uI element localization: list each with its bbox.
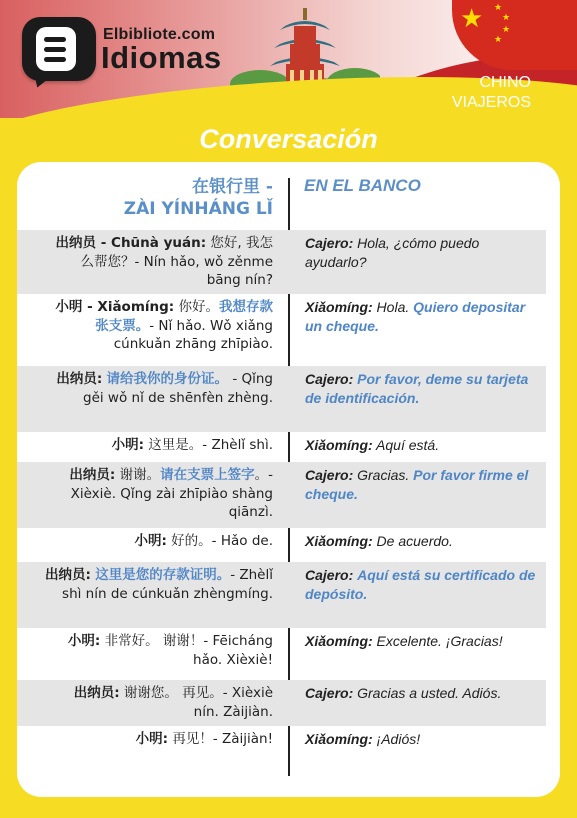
line-text: Hola. (372, 299, 414, 315)
line-text: - Nǐ hǎo. Wǒ xiǎng cúnkuǎn zhāng zhīpiào. (113, 317, 273, 352)
highlighted-phrase: 请在支票上签字 (160, 467, 255, 483)
spanish-line (305, 298, 541, 335)
highlighted-phrase: 这里是您的存款证明。 (95, 567, 231, 583)
chinese-line (45, 466, 273, 522)
speaker-label: 出纳员: (56, 371, 103, 387)
line-text: 非常好。 谢谢！- Fēicháng hǎo. Xièxiè! (100, 633, 273, 668)
highlighted-phrase: 我想存款张支票。 (95, 299, 273, 334)
speaker-label: 出纳员: (69, 467, 116, 483)
line-text: 你好。 (174, 299, 219, 315)
line-text: 谢谢您。 再见。- Xièxiè nín. Zàijiàn. (119, 685, 273, 720)
dialogue-row (17, 366, 546, 432)
speaker-label: Xiǎomíng: (305, 633, 373, 649)
speaker-label: Xiǎomíng: (305, 299, 373, 315)
badge-category: VIAJEROS (451, 94, 531, 111)
spanish-line (305, 684, 541, 703)
highlighted-phrase: Quiero depositar un cheque. (305, 299, 526, 334)
line-text: De acuerdo. (372, 533, 453, 549)
chinese-line (45, 370, 273, 407)
conversation-card (17, 162, 560, 797)
speaker-label: 小明: (134, 533, 167, 549)
dialogue-row (17, 562, 546, 628)
line-text: 您好, 我怎么帮您？- Nín hǎo, wǒ zěnme bāng nín? (80, 235, 273, 288)
spanish-line (305, 730, 541, 749)
line-text: 。- Xièxiè. Qǐng zài zhīpiào shàng qiānzì. (70, 467, 273, 520)
dialogue-row (17, 528, 546, 562)
chinese-line (45, 436, 273, 455)
highlighted-phrase: Aquí está su certificado de depósito. (305, 567, 536, 602)
speaker-label: Xiǎomíng: (305, 731, 373, 747)
line-text: - Qǐng gěi wǒ nǐ de shēnfèn zhèng. (83, 371, 273, 406)
chinese-line (45, 532, 273, 551)
page-title: Conversación (199, 124, 378, 154)
spanish-line (305, 370, 541, 407)
china-flag-icon: ★ ★ ★ ★ ★ (452, 0, 577, 70)
dialogue-row (17, 230, 546, 294)
badge-language: CHINO (479, 74, 531, 91)
spanish-line (305, 532, 541, 551)
line-text: - Zhèlǐ shì nín de cúnkuǎn zhèngmíng. (62, 567, 273, 602)
speaker-label: 出纳员: (73, 685, 120, 701)
spanish-line (305, 632, 541, 651)
chinese-line (45, 684, 273, 721)
dialogue-row (17, 462, 546, 528)
dialogue-row (17, 628, 546, 680)
heading-zh: 在银行里 - (192, 177, 273, 197)
speaker-label: Cajero: (305, 685, 354, 701)
line-text: Gracias. (353, 467, 414, 483)
dialogue-row (17, 726, 546, 760)
highlighted-phrase: Por favor firme el cheque. (305, 467, 529, 502)
line-text: Hola, ¿cómo puedo ayudarlo? (305, 235, 480, 270)
speaker-label: 小明: (135, 731, 169, 747)
logo-name-text: Idiomas (101, 40, 222, 75)
chinese-line (45, 234, 273, 290)
logo-site-text: Elbibliote.com (103, 26, 216, 43)
dialogue-row (17, 432, 546, 462)
heading-chinese (17, 176, 273, 220)
chinese-line (45, 632, 273, 669)
line-text: Aquí está. (372, 437, 440, 453)
spanish-line (305, 234, 541, 271)
chinese-line (45, 566, 273, 603)
speaker-label: 小明: (67, 633, 101, 649)
highlighted-phrase: 请给我你的身份证。 (106, 371, 229, 387)
speaker-label: 小明: (111, 437, 144, 453)
highlighted-phrase: Por favor, deme su tarjeta de identificación. (305, 371, 529, 406)
speaker-label: Cajero: (305, 467, 354, 483)
line-text: 谢谢。 (115, 467, 161, 483)
line-text: Gracias a usted. Adiós. (353, 685, 502, 701)
speaker-label: 小明 - Xiǎomíng: (55, 299, 175, 315)
dialogue-row (17, 294, 546, 364)
chinese-line (45, 298, 273, 354)
line-text: ¡Adiós! (372, 731, 421, 747)
speaker-label: Cajero: (305, 371, 354, 387)
speaker-label: Cajero: (305, 235, 354, 251)
chinese-line (45, 730, 273, 749)
dialogue-row (17, 680, 546, 726)
line-text: 再见！- Zàijiàn! (168, 731, 273, 747)
spanish-line (305, 436, 541, 455)
line-text: 这里是。- Zhèlǐ shì. (144, 437, 273, 453)
line-text: 好的。- Hǎo de. (166, 533, 273, 549)
speaker-label: Cajero: (305, 567, 354, 583)
header-banner (0, 0, 577, 118)
spanish-line (305, 566, 541, 603)
heading-spanish: EN EL BANCO (304, 176, 421, 195)
speaker-label: Xiǎomíng: (305, 437, 373, 453)
speaker-label: Xiǎomíng: (305, 533, 373, 549)
heading-pinyin: ZÀI YÍNHÁNG LǏ (123, 199, 273, 219)
speaker-label: 出纳员 - Chūnà yuán: (55, 235, 207, 251)
spanish-line (305, 466, 541, 503)
speaker-label: 出纳员: (45, 567, 91, 583)
line-text: Excelente. ¡Gracias! (372, 633, 503, 649)
